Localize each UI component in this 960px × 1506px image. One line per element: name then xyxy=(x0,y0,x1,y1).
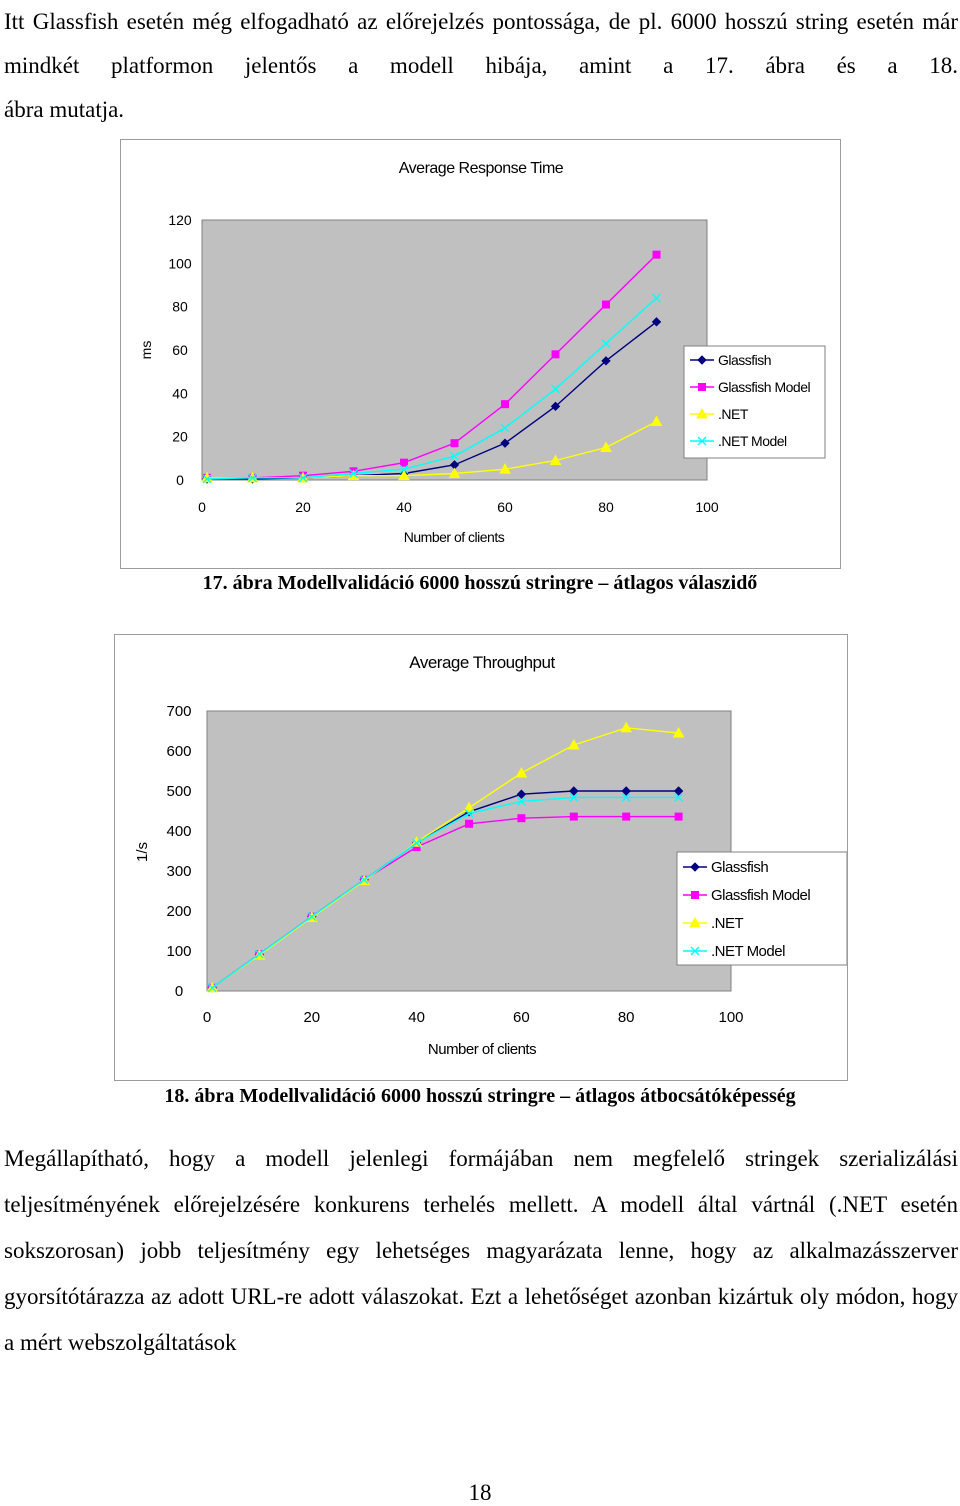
x-tick-label: 40 xyxy=(396,499,412,515)
x-tick-label: 20 xyxy=(295,499,311,515)
data-point xyxy=(451,440,458,447)
intro-line-1: Itt Glassfish esetén még elfogadható az előrejelzés pontossága, de pl. 6000 hosszú string esetén már mindkét platformon jelentős a modell hibája, amint a 17. ábra és a 18. xyxy=(4,9,958,78)
x-tick-label: 80 xyxy=(617,1009,635,1026)
y-tick-label: 400 xyxy=(166,823,192,840)
y-axis-label: ms xyxy=(138,340,154,360)
legend-label: Glassfish xyxy=(711,859,769,876)
legend-label: Glassfish Model xyxy=(711,887,811,904)
chart-title: Average Throughput xyxy=(409,653,555,672)
y-tick-label: 60 xyxy=(172,342,188,358)
data-point xyxy=(552,351,559,358)
y-tick-label: 0 xyxy=(176,472,184,488)
data-point xyxy=(401,459,408,466)
legend-label: Glassfish xyxy=(718,352,772,368)
data-point xyxy=(603,301,610,308)
y-tick-label: 600 xyxy=(166,743,192,760)
response-time-chart-svg xyxy=(121,140,840,568)
legend-label: .NET xyxy=(718,406,748,422)
legend-label: .NET xyxy=(711,915,744,932)
legend-label: Glassfish Model xyxy=(718,379,811,395)
x-tick-label: 80 xyxy=(598,499,614,515)
y-tick-label: 20 xyxy=(172,428,188,445)
data-point xyxy=(623,813,630,820)
y-tick-label: 200 xyxy=(166,903,192,920)
y-tick-label: 0 xyxy=(174,983,184,1000)
y-tick-label: 500 xyxy=(166,783,192,800)
figure-18-caption: 18. ábra Modellvalidáció 6000 hosszú stringre – átlagos átbocsátóképesség xyxy=(164,1085,796,1107)
x-axis-label: Number of clients xyxy=(403,529,505,545)
chart-title: Average Response Time xyxy=(398,160,564,177)
page-number: 18 xyxy=(468,1480,492,1505)
y-tick-label: 40 xyxy=(172,385,188,402)
x-tick-label: 60 xyxy=(513,1009,530,1026)
y-tick-label: 100 xyxy=(166,943,192,960)
x-tick-label: 60 xyxy=(497,499,513,515)
figure-17-caption: 17. ábra Modellvalidáció 6000 hosszú stringre – átlagos válaszidő xyxy=(202,572,758,594)
legend-marker xyxy=(699,384,706,391)
data-point xyxy=(570,813,577,820)
throughput-chart xyxy=(114,634,848,1081)
data-point xyxy=(502,401,509,408)
data-point xyxy=(518,815,525,822)
y-tick-label: 80 xyxy=(172,298,188,315)
intro-paragraph xyxy=(4,0,958,132)
y-tick-label: 700 xyxy=(166,703,192,720)
legend-marker xyxy=(692,892,699,899)
y-tick-label: 120 xyxy=(168,212,192,228)
y-tick-label: 100 xyxy=(168,255,192,272)
x-tick-label: 100 xyxy=(695,499,719,515)
response-time-chart xyxy=(120,139,841,569)
x-tick-label: 0 xyxy=(198,499,206,515)
x-tick-label: 0 xyxy=(202,1009,212,1026)
x-tick-label: 20 xyxy=(303,1009,321,1026)
intro-line-2: ábra mutatja. xyxy=(4,97,125,122)
data-point xyxy=(675,813,682,820)
y-axis-label: 1/s xyxy=(134,841,151,863)
data-point xyxy=(653,251,660,258)
throughput-chart-svg xyxy=(115,635,847,1080)
x-tick-label: 40 xyxy=(408,1009,425,1026)
legend-label: .NET Model xyxy=(718,433,787,449)
plot-area xyxy=(207,711,731,991)
x-tick-label: 100 xyxy=(718,1009,744,1026)
y-tick-label: 300 xyxy=(166,863,192,880)
legend-label: .NET Model xyxy=(711,943,785,960)
x-axis-label: Number of clients xyxy=(427,1041,537,1058)
conclusion-paragraph: Megállapítható, hogy a modell jelenlegi formájában nem megfelelő stringek szerializálási teljesítményének előrejelzésére konkurens terhelés mellett. A modell által vártnál (.NET esetén sokszorosan) jobb teljesítmény egy lehetséges magyarázata lenne, hogy az alkalmazásszerver gyorsítótárazza az adott URL-re adott válaszokat. Ezt a lehetőséget azonban kizártuk oly módon, hogy a mért webszolgáltatások xyxy=(4,1146,958,1355)
data-point xyxy=(466,820,473,827)
